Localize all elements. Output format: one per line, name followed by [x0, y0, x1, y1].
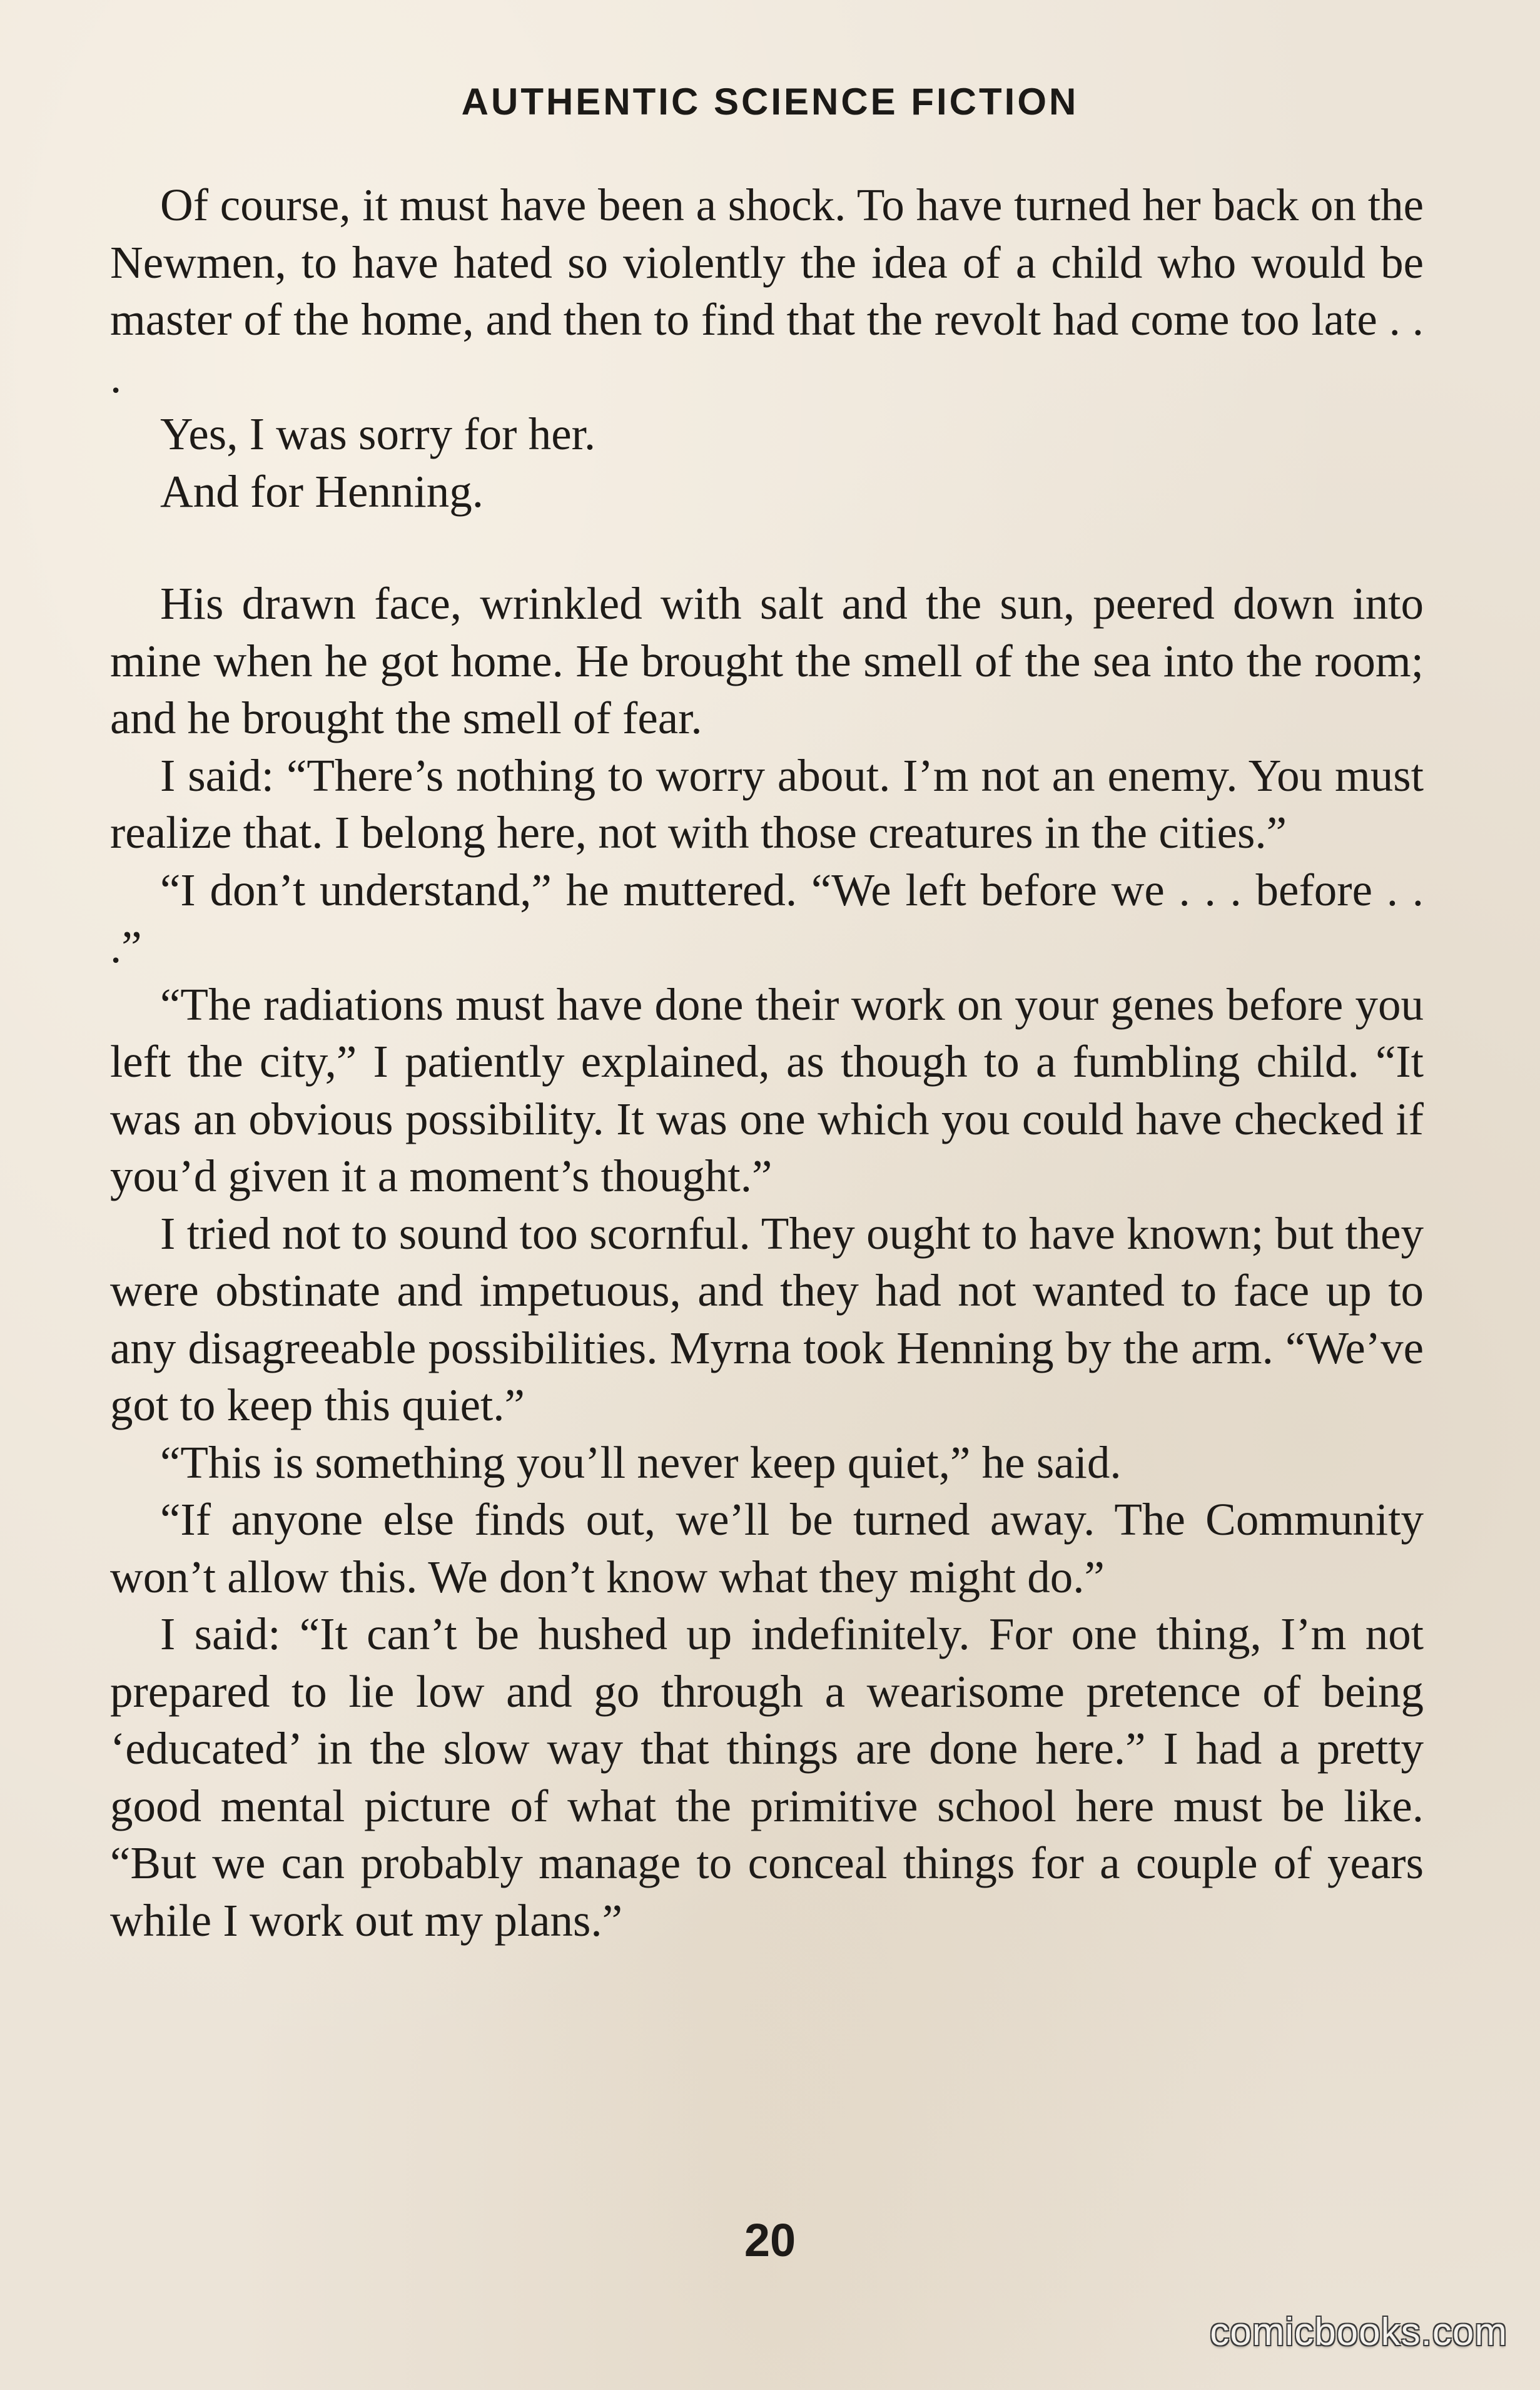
paragraph: Yes, I was sorry for her. — [160, 409, 596, 459]
paragraph: I tried not to sound too scornful. They ought to have known; but they were obstinate and impetuous, and they had not wanted to face up to any disagreeable possibilities. Myrna took Henning by the arm. “We’ve got to keep this quiet.” — [110, 1208, 1424, 1430]
site-watermark: comicbooks.com — [1210, 2311, 1507, 2354]
paragraph: His drawn face, wrinkled with salt and the sun, peered down into mine when he got home. He brought the smell of the sea into the room; and he brought the smell of fear. — [110, 578, 1424, 743]
paragraph: “I don’t understand,” he muttered. “We left before we . . . before . . .” — [110, 864, 1424, 972]
paragraph: “If anyone else finds out, we’ll be turned away. The Community won’t allow this. We don’t know what they might do.” — [110, 1494, 1424, 1602]
paragraph: I said: “It can’t be hushed up indefinitely. For one thing, I’m not prepared to lie low and go through a wearisome pretence of being ‘educated’ in the slow way that things are done here.” I had a pretty good mental picture of what the primitive school here must be like. “But we can probably manage to conceal things for a couple of years while I work out my plans.” — [110, 1609, 1424, 1946]
paragraph: I said: “There’s nothing to worry about. I’m not an enemy. You must realize that. I belong here, not with those creatures in the cities.” — [110, 750, 1424, 858]
paragraph: Of course, it must have been a shock. To have turned her back on the Newmen, to have hated so violently the idea of a child who would be master of the home, and then to find that the revolt had come too late . . . — [110, 180, 1424, 402]
running-head: AUTHENTIC SCIENCE FICTION — [461, 81, 1079, 123]
body-text — [110, 176, 1424, 1949]
page-number: 20 — [744, 2214, 796, 2266]
paragraph: “The radiations must have done their work on your genes before you left the city,” I patiently explained, as though to a fumbling child. “It was an obvious possibility. It was one which you could have checked if you’d given it a moment’s thought.” — [110, 979, 1424, 1201]
paragraph: And for Henning. — [160, 465, 484, 517]
paragraph: “This is something you’ll never keep quiet,” he said. — [160, 1437, 1122, 1488]
